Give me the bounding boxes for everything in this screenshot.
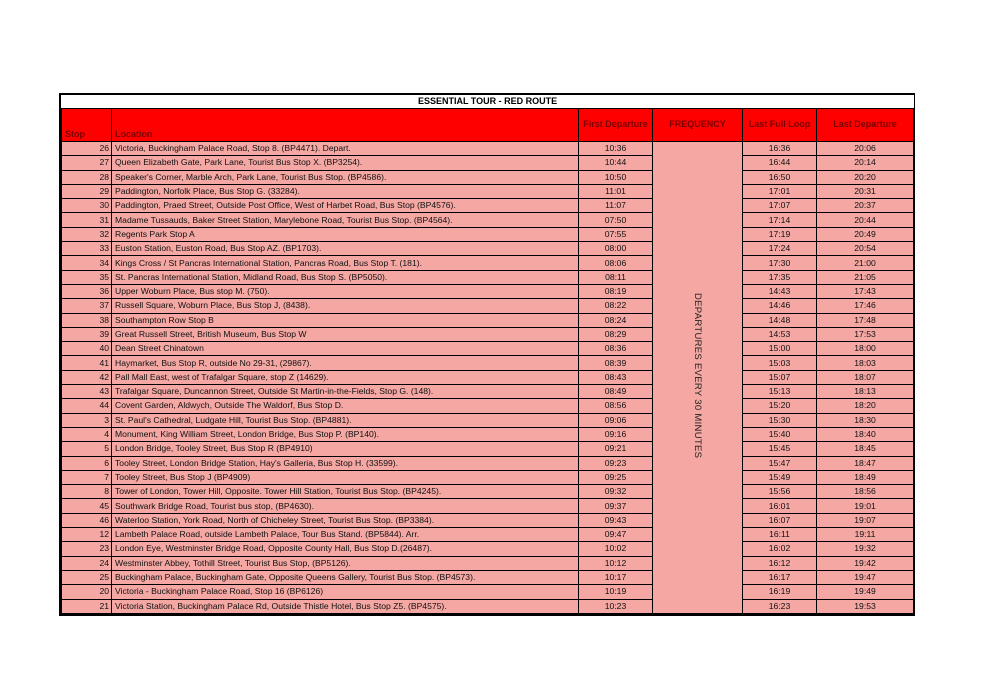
last-full-loop-cell: 16:36 xyxy=(743,142,817,156)
first-departure-cell: 09:23 xyxy=(579,456,653,470)
last-departure-cell: 17:53 xyxy=(817,327,914,341)
table-row xyxy=(62,413,914,427)
table-row xyxy=(62,142,914,156)
last-full-loop-cell: 16:07 xyxy=(743,513,817,527)
location-cell: Lambeth Palace Road, outside Lambeth Palace, Tour Bus Stand. (BP5844). Arr. xyxy=(112,528,579,542)
last-full-loop-cell: 15:47 xyxy=(743,456,817,470)
first-departure-cell: 08:49 xyxy=(579,385,653,399)
table-row xyxy=(62,485,914,499)
stop-cell: 33 xyxy=(62,242,112,256)
table-row xyxy=(62,570,914,584)
last-full-loop-cell: 15:49 xyxy=(743,470,817,484)
stop-cell: 26 xyxy=(62,142,112,156)
location-cell: Upper Woburn Place, Bus stop M. (750). xyxy=(112,284,579,298)
stop-cell: 38 xyxy=(62,313,112,327)
stop-cell: 35 xyxy=(62,270,112,284)
table-row xyxy=(62,399,914,413)
location-cell: Covent Garden, Aldwych, Outside The Waldorf, Bus Stop D. xyxy=(112,399,579,413)
stop-cell: 27 xyxy=(62,156,112,170)
header-stop: Stop xyxy=(62,109,112,142)
last-departure-cell: 18:00 xyxy=(817,342,914,356)
table-row xyxy=(62,599,914,613)
location-cell: Paddington, Praed Street, Outside Post Office, West of Harbet Road, Bus Stop (BP4576). xyxy=(112,199,579,213)
last-full-loop-cell: 15:03 xyxy=(743,356,817,370)
table-row xyxy=(62,284,914,298)
stop-cell: 25 xyxy=(62,570,112,584)
header-frequency: FREQUENCY xyxy=(653,109,743,142)
table-row xyxy=(62,342,914,356)
last-departure-cell: 18:07 xyxy=(817,370,914,384)
last-full-loop-cell: 15:45 xyxy=(743,442,817,456)
first-departure-cell: 09:21 xyxy=(579,442,653,456)
column-header-row xyxy=(62,109,914,142)
table-row xyxy=(62,213,914,227)
last-full-loop-cell: 16:01 xyxy=(743,499,817,513)
last-departure-cell: 18:03 xyxy=(817,356,914,370)
first-departure-cell: 10:23 xyxy=(579,599,653,613)
last-full-loop-cell: 15:56 xyxy=(743,485,817,499)
last-departure-cell: 20:06 xyxy=(817,142,914,156)
last-departure-cell: 18:20 xyxy=(817,399,914,413)
stop-cell: 21 xyxy=(62,599,112,613)
last-full-loop-cell: 16:44 xyxy=(743,156,817,170)
table-row xyxy=(62,170,914,184)
stop-cell: 45 xyxy=(62,499,112,513)
location-cell: London Eye, Westminster Bridge Road, Opposite County Hall, Bus Stop D.(26487). xyxy=(112,542,579,556)
last-departure-cell: 20:54 xyxy=(817,242,914,256)
first-departure-cell: 09:06 xyxy=(579,413,653,427)
last-departure-cell: 20:37 xyxy=(817,199,914,213)
header-last-full-loop: Last Full Loop xyxy=(743,109,817,142)
last-full-loop-cell: 16:17 xyxy=(743,570,817,584)
table-row xyxy=(62,199,914,213)
table-row xyxy=(62,585,914,599)
last-departure-cell: 18:13 xyxy=(817,385,914,399)
location-cell: Tower of London, Tower Hill, Opposite. Tower Hill Station, Tourist Bus Stop. (BP4245). xyxy=(112,485,579,499)
location-cell: Tooley Street, Bus Stop J (BP4909) xyxy=(112,470,579,484)
table-row xyxy=(62,242,914,256)
table-row xyxy=(62,385,914,399)
first-departure-cell: 08:29 xyxy=(579,327,653,341)
first-departure-cell: 08:00 xyxy=(579,242,653,256)
location-cell: Regents Park Stop A xyxy=(112,227,579,241)
table-row xyxy=(62,542,914,556)
last-departure-cell: 17:43 xyxy=(817,284,914,298)
location-cell: Victoria - Buckingham Palace Road, Stop 16 (BP6126) xyxy=(112,585,579,599)
last-full-loop-cell: 15:40 xyxy=(743,427,817,441)
table-row xyxy=(62,356,914,370)
last-departure-cell: 20:31 xyxy=(817,184,914,198)
last-departure-cell: 18:49 xyxy=(817,470,914,484)
last-departure-cell: 21:00 xyxy=(817,256,914,270)
table-row xyxy=(62,156,914,170)
first-departure-cell: 08:19 xyxy=(579,284,653,298)
first-departure-cell: 08:06 xyxy=(579,256,653,270)
last-full-loop-cell: 14:53 xyxy=(743,327,817,341)
stop-cell: 32 xyxy=(62,227,112,241)
table-row xyxy=(62,499,914,513)
stop-cell: 5 xyxy=(62,442,112,456)
table-row xyxy=(62,227,914,241)
location-cell: St. Paul's Cathedral, Ludgate Hill, Tourist Bus Stop. (BP4881). xyxy=(112,413,579,427)
last-full-loop-cell: 15:20 xyxy=(743,399,817,413)
header-first-departure: First Departure xyxy=(579,109,653,142)
first-departure-cell: 10:19 xyxy=(579,585,653,599)
first-departure-cell: 08:39 xyxy=(579,356,653,370)
last-full-loop-cell: 14:43 xyxy=(743,284,817,298)
last-departure-cell: 20:49 xyxy=(817,227,914,241)
location-cell: Trafalgar Square, Duncannon Street, Outside St Martin-in-the-Fields, Stop G. (148). xyxy=(112,385,579,399)
header-location: Location xyxy=(112,109,579,142)
last-full-loop-cell: 17:01 xyxy=(743,184,817,198)
first-departure-cell: 07:55 xyxy=(579,227,653,241)
stop-cell: 34 xyxy=(62,256,112,270)
first-departure-cell: 10:50 xyxy=(579,170,653,184)
last-full-loop-cell: 17:07 xyxy=(743,199,817,213)
first-departure-cell: 09:43 xyxy=(579,513,653,527)
first-departure-cell: 09:47 xyxy=(579,528,653,542)
last-full-loop-cell: 15:07 xyxy=(743,370,817,384)
stop-cell: 4 xyxy=(62,427,112,441)
location-cell: St. Pancras International Station, Midland Road, Bus Stop S. (BP5050). xyxy=(112,270,579,284)
location-cell: Southwark Bridge Road, Tourist bus stop, (BP4630). xyxy=(112,499,579,513)
location-cell: Euston Station, Euston Road, Bus Stop AZ. (BP1703). xyxy=(112,242,579,256)
table-row xyxy=(62,256,914,270)
last-departure-cell: 19:01 xyxy=(817,499,914,513)
first-departure-cell: 11:07 xyxy=(579,199,653,213)
stop-cell: 30 xyxy=(62,199,112,213)
stop-cell: 24 xyxy=(62,556,112,570)
last-full-loop-cell: 17:19 xyxy=(743,227,817,241)
location-cell: Victoria, Buckingham Palace Road, Stop 8. (BP4471). Depart. xyxy=(112,142,579,156)
stop-cell: 44 xyxy=(62,399,112,413)
stop-cell: 31 xyxy=(62,213,112,227)
location-cell: Tooley Street, London Bridge Station, Hay's Galleria, Bus Stop H. (33599). xyxy=(112,456,579,470)
table-row xyxy=(62,442,914,456)
last-departure-cell: 17:46 xyxy=(817,299,914,313)
timetable-title: ESSENTIAL TOUR - RED ROUTE xyxy=(62,95,914,109)
last-full-loop-cell: 14:48 xyxy=(743,313,817,327)
stop-cell: 43 xyxy=(62,385,112,399)
stop-cell: 7 xyxy=(62,470,112,484)
last-departure-cell: 18:56 xyxy=(817,485,914,499)
first-departure-cell: 07:50 xyxy=(579,213,653,227)
last-full-loop-cell: 16:23 xyxy=(743,599,817,613)
last-departure-cell: 19:47 xyxy=(817,570,914,584)
stop-cell: 41 xyxy=(62,356,112,370)
last-full-loop-cell: 17:24 xyxy=(743,242,817,256)
stop-cell: 12 xyxy=(62,528,112,542)
location-cell: London Bridge, Tooley Street, Bus Stop R (BP4910) xyxy=(112,442,579,456)
last-departure-cell: 18:47 xyxy=(817,456,914,470)
last-departure-cell: 19:32 xyxy=(817,542,914,556)
last-full-loop-cell: 16:11 xyxy=(743,528,817,542)
location-cell: Buckingham Palace, Buckingham Gate, Opposite Queens Gallery, Tourist Bus Stop. (BP4573). xyxy=(112,570,579,584)
first-departure-cell: 08:11 xyxy=(579,270,653,284)
stop-cell: 36 xyxy=(62,284,112,298)
table-row xyxy=(62,313,914,327)
first-departure-cell: 11:01 xyxy=(579,184,653,198)
location-cell: Kings Cross / St Pancras International Station, Pancras Road, Bus Stop T. (181). xyxy=(112,256,579,270)
last-departure-cell: 19:53 xyxy=(817,599,914,613)
first-departure-cell: 10:02 xyxy=(579,542,653,556)
table-row xyxy=(62,327,914,341)
table-row xyxy=(62,528,914,542)
location-cell: Queen Elizabeth Gate, Park Lane, Tourist Bus Stop X. (BP3254). xyxy=(112,156,579,170)
last-full-loop-cell: 17:14 xyxy=(743,213,817,227)
location-cell: Madame Tussauds, Baker Street Station, Marylebone Road, Tourist Bus Stop. (BP4564). xyxy=(112,213,579,227)
stop-cell: 20 xyxy=(62,585,112,599)
last-departure-cell: 19:11 xyxy=(817,528,914,542)
last-departure-cell: 19:42 xyxy=(817,556,914,570)
frequency-cell xyxy=(653,142,743,614)
last-full-loop-cell: 16:50 xyxy=(743,170,817,184)
table-row xyxy=(62,184,914,198)
first-departure-cell: 10:12 xyxy=(579,556,653,570)
stop-cell: 37 xyxy=(62,299,112,313)
location-cell: Paddington, Norfolk Place, Bus Stop G. (33284). xyxy=(112,184,579,198)
last-full-loop-cell: 15:00 xyxy=(743,342,817,356)
timetable xyxy=(61,95,914,614)
stop-cell: 29 xyxy=(62,184,112,198)
first-departure-cell: 09:37 xyxy=(579,499,653,513)
last-departure-cell: 20:20 xyxy=(817,170,914,184)
last-departure-cell: 18:30 xyxy=(817,413,914,427)
stop-cell: 8 xyxy=(62,485,112,499)
last-departure-cell: 20:14 xyxy=(817,156,914,170)
last-departure-cell: 19:49 xyxy=(817,585,914,599)
location-cell: Speaker's Corner, Marble Arch, Park Lane, Tourist Bus Stop. (BP4586). xyxy=(112,170,579,184)
location-cell: Russell Square, Woburn Place, Bus Stop J, (8438). xyxy=(112,299,579,313)
table-row xyxy=(62,427,914,441)
table-row xyxy=(62,270,914,284)
last-departure-cell: 19:07 xyxy=(817,513,914,527)
last-departure-cell: 18:45 xyxy=(817,442,914,456)
last-departure-cell: 20:44 xyxy=(817,213,914,227)
last-departure-cell: 18:40 xyxy=(817,427,914,441)
table-row xyxy=(62,470,914,484)
last-full-loop-cell: 16:12 xyxy=(743,556,817,570)
table-row xyxy=(62,556,914,570)
last-departure-cell: 17:48 xyxy=(817,313,914,327)
location-cell: Pall Mall East, west of Trafalgar Square, stop Z (14629). xyxy=(112,370,579,384)
stop-cell: 42 xyxy=(62,370,112,384)
timetable-body xyxy=(62,142,914,614)
last-full-loop-cell: 15:30 xyxy=(743,413,817,427)
first-departure-cell: 08:56 xyxy=(579,399,653,413)
table-row xyxy=(62,370,914,384)
first-departure-cell: 09:25 xyxy=(579,470,653,484)
location-cell: Southampton Row Stop B xyxy=(112,313,579,327)
last-full-loop-cell: 14:46 xyxy=(743,299,817,313)
table-row xyxy=(62,456,914,470)
stop-cell: 3 xyxy=(62,413,112,427)
last-full-loop-cell: 16:02 xyxy=(743,542,817,556)
stop-cell: 28 xyxy=(62,170,112,184)
location-cell: Victoria Station, Buckingham Palace Rd, Outside Thistle Hotel, Bus Stop Z5. (BP4575). xyxy=(112,599,579,613)
first-departure-cell: 10:17 xyxy=(579,570,653,584)
frequency-note: DEPARTURES EVERY 30 MINUTES xyxy=(692,292,703,459)
first-departure-cell: 08:36 xyxy=(579,342,653,356)
first-departure-cell: 08:22 xyxy=(579,299,653,313)
last-full-loop-cell: 17:35 xyxy=(743,270,817,284)
first-departure-cell: 10:36 xyxy=(579,142,653,156)
location-cell: Great Russell Street, British Museum, Bus Stop W xyxy=(112,327,579,341)
first-departure-cell: 09:32 xyxy=(579,485,653,499)
first-departure-cell: 10:44 xyxy=(579,156,653,170)
table-row xyxy=(62,513,914,527)
location-cell: Haymarket, Bus Stop R, outside No 29-31, (29867). xyxy=(112,356,579,370)
header-last-departure: Last Departure xyxy=(817,109,914,142)
first-departure-cell: 08:24 xyxy=(579,313,653,327)
first-departure-cell: 08:43 xyxy=(579,370,653,384)
stop-cell: 40 xyxy=(62,342,112,356)
stop-cell: 6 xyxy=(62,456,112,470)
last-full-loop-cell: 15:13 xyxy=(743,385,817,399)
stop-cell: 23 xyxy=(62,542,112,556)
last-full-loop-cell: 17:30 xyxy=(743,256,817,270)
first-departure-cell: 09:16 xyxy=(579,427,653,441)
last-departure-cell: 21:05 xyxy=(817,270,914,284)
location-cell: Monument, King William Street, London Bridge, Bus Stop P. (BP140). xyxy=(112,427,579,441)
last-full-loop-cell: 16:19 xyxy=(743,585,817,599)
location-cell: Waterloo Station, York Road, North of Chicheley Street, Tourist Bus Stop. (BP3384). xyxy=(112,513,579,527)
stop-cell: 39 xyxy=(62,327,112,341)
table-row xyxy=(62,299,914,313)
timetable-sheet xyxy=(59,93,915,616)
location-cell: Westminster Abbey, Tothill Street, Tourist Bus Stop, (BP5126). xyxy=(112,556,579,570)
stop-cell: 46 xyxy=(62,513,112,527)
location-cell: Dean Street Chinatown xyxy=(112,342,579,356)
